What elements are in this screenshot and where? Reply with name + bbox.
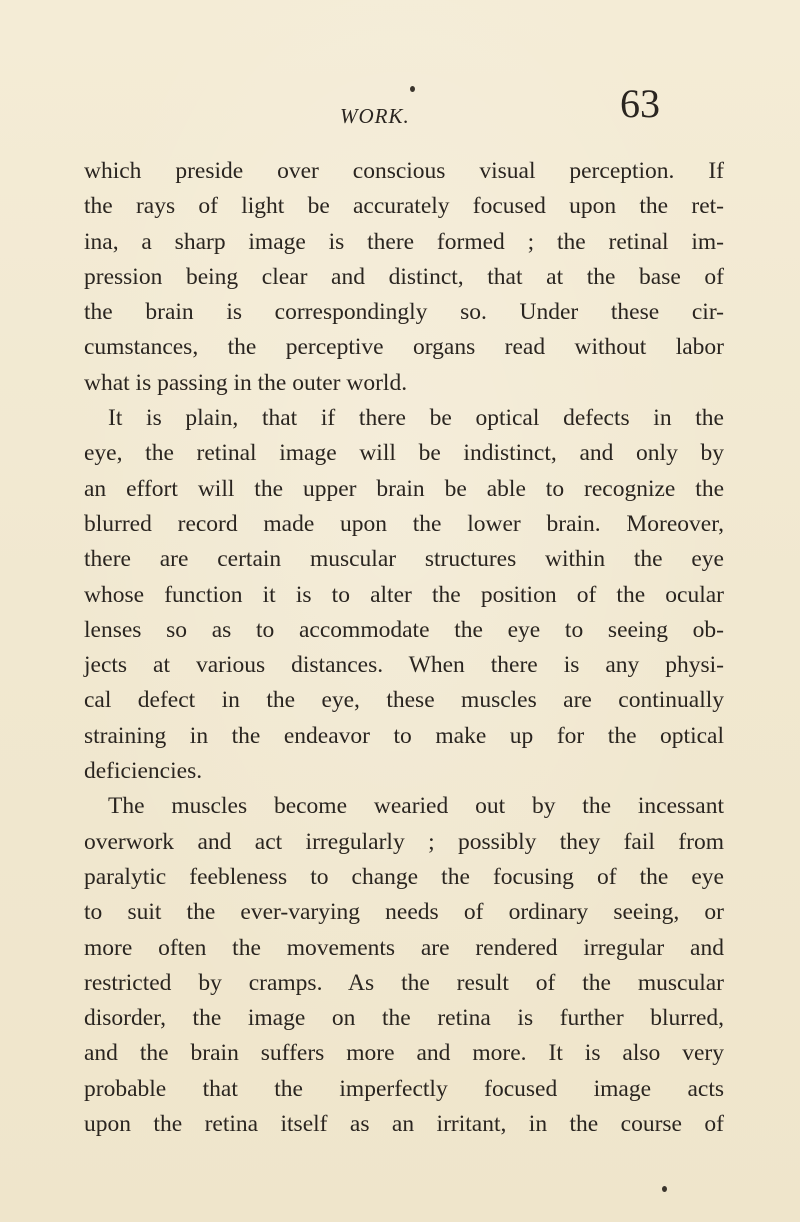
text-line: the brain is correspondingly so. Under these cir- — [84, 299, 724, 326]
text-line: there are certain muscular structures within the eye — [84, 546, 724, 573]
print-speck — [662, 1186, 667, 1192]
text-line: and the brain suffers more and more. It is also very — [84, 1040, 724, 1067]
page-number: 63 — [620, 81, 660, 126]
text-line: pression being clear and distinct, that at the base of — [84, 263, 724, 290]
running-head — [0, 76, 800, 136]
text-line: more often the movements are rendered irregular and — [84, 934, 724, 961]
text-line: which preside over conscious visual perception. If — [84, 158, 724, 184]
text-line: lenses so as to accommodate the eye to seeing ob- — [84, 616, 724, 643]
text-line: The muscles become wearied out by the incessant — [108, 793, 724, 820]
text-line: blurred record made upon the lower brain. Moreover, — [84, 510, 724, 537]
text-line: eye, the retinal image will be indistinct, and only by — [84, 440, 724, 467]
text-line: overwork and act irregularly ; possibly they fail from — [84, 828, 724, 855]
text-line: the rays of light be accurately focused upon the ret- — [84, 193, 724, 220]
text-line: deficiencies. — [84, 758, 203, 785]
text-line: jects at various distances. When there is any physi- — [84, 652, 724, 679]
text-line: an effort will the upper brain be able to recognize the — [84, 475, 724, 502]
body-text — [84, 154, 724, 1142]
text-line: to suit the ever-varying needs of ordinary seeing, or — [84, 899, 724, 926]
text-line: what is passing in the outer world. — [84, 369, 408, 396]
text-line: paralytic feebleness to change the focusing of the eye — [84, 863, 724, 890]
text-line: straining in the endeavor to make up for the optical — [84, 722, 724, 749]
text-line: whose function it is to alter the position of the ocular — [84, 581, 724, 608]
print-speck — [410, 86, 415, 92]
text-line: upon the retina itself as an irritant, in the course of — [84, 1111, 724, 1138]
text-line: restricted by cramps. As the result of the muscular — [84, 969, 724, 996]
text-line: disorder, the image on the retina is further blurred, — [84, 1005, 724, 1032]
text-line: ina, a sharp image is there formed ; the retinal im- — [84, 228, 724, 255]
text-line: probable that the imperfectly focused image acts — [84, 1075, 724, 1102]
text-line: cumstances, the perceptive organs read without labor — [84, 334, 724, 361]
running-title: WORK. — [340, 104, 410, 128]
text-line: It is plain, that if there be optical defects in the — [108, 405, 724, 432]
text-line: cal defect in the eye, these muscles are continually — [84, 687, 724, 714]
